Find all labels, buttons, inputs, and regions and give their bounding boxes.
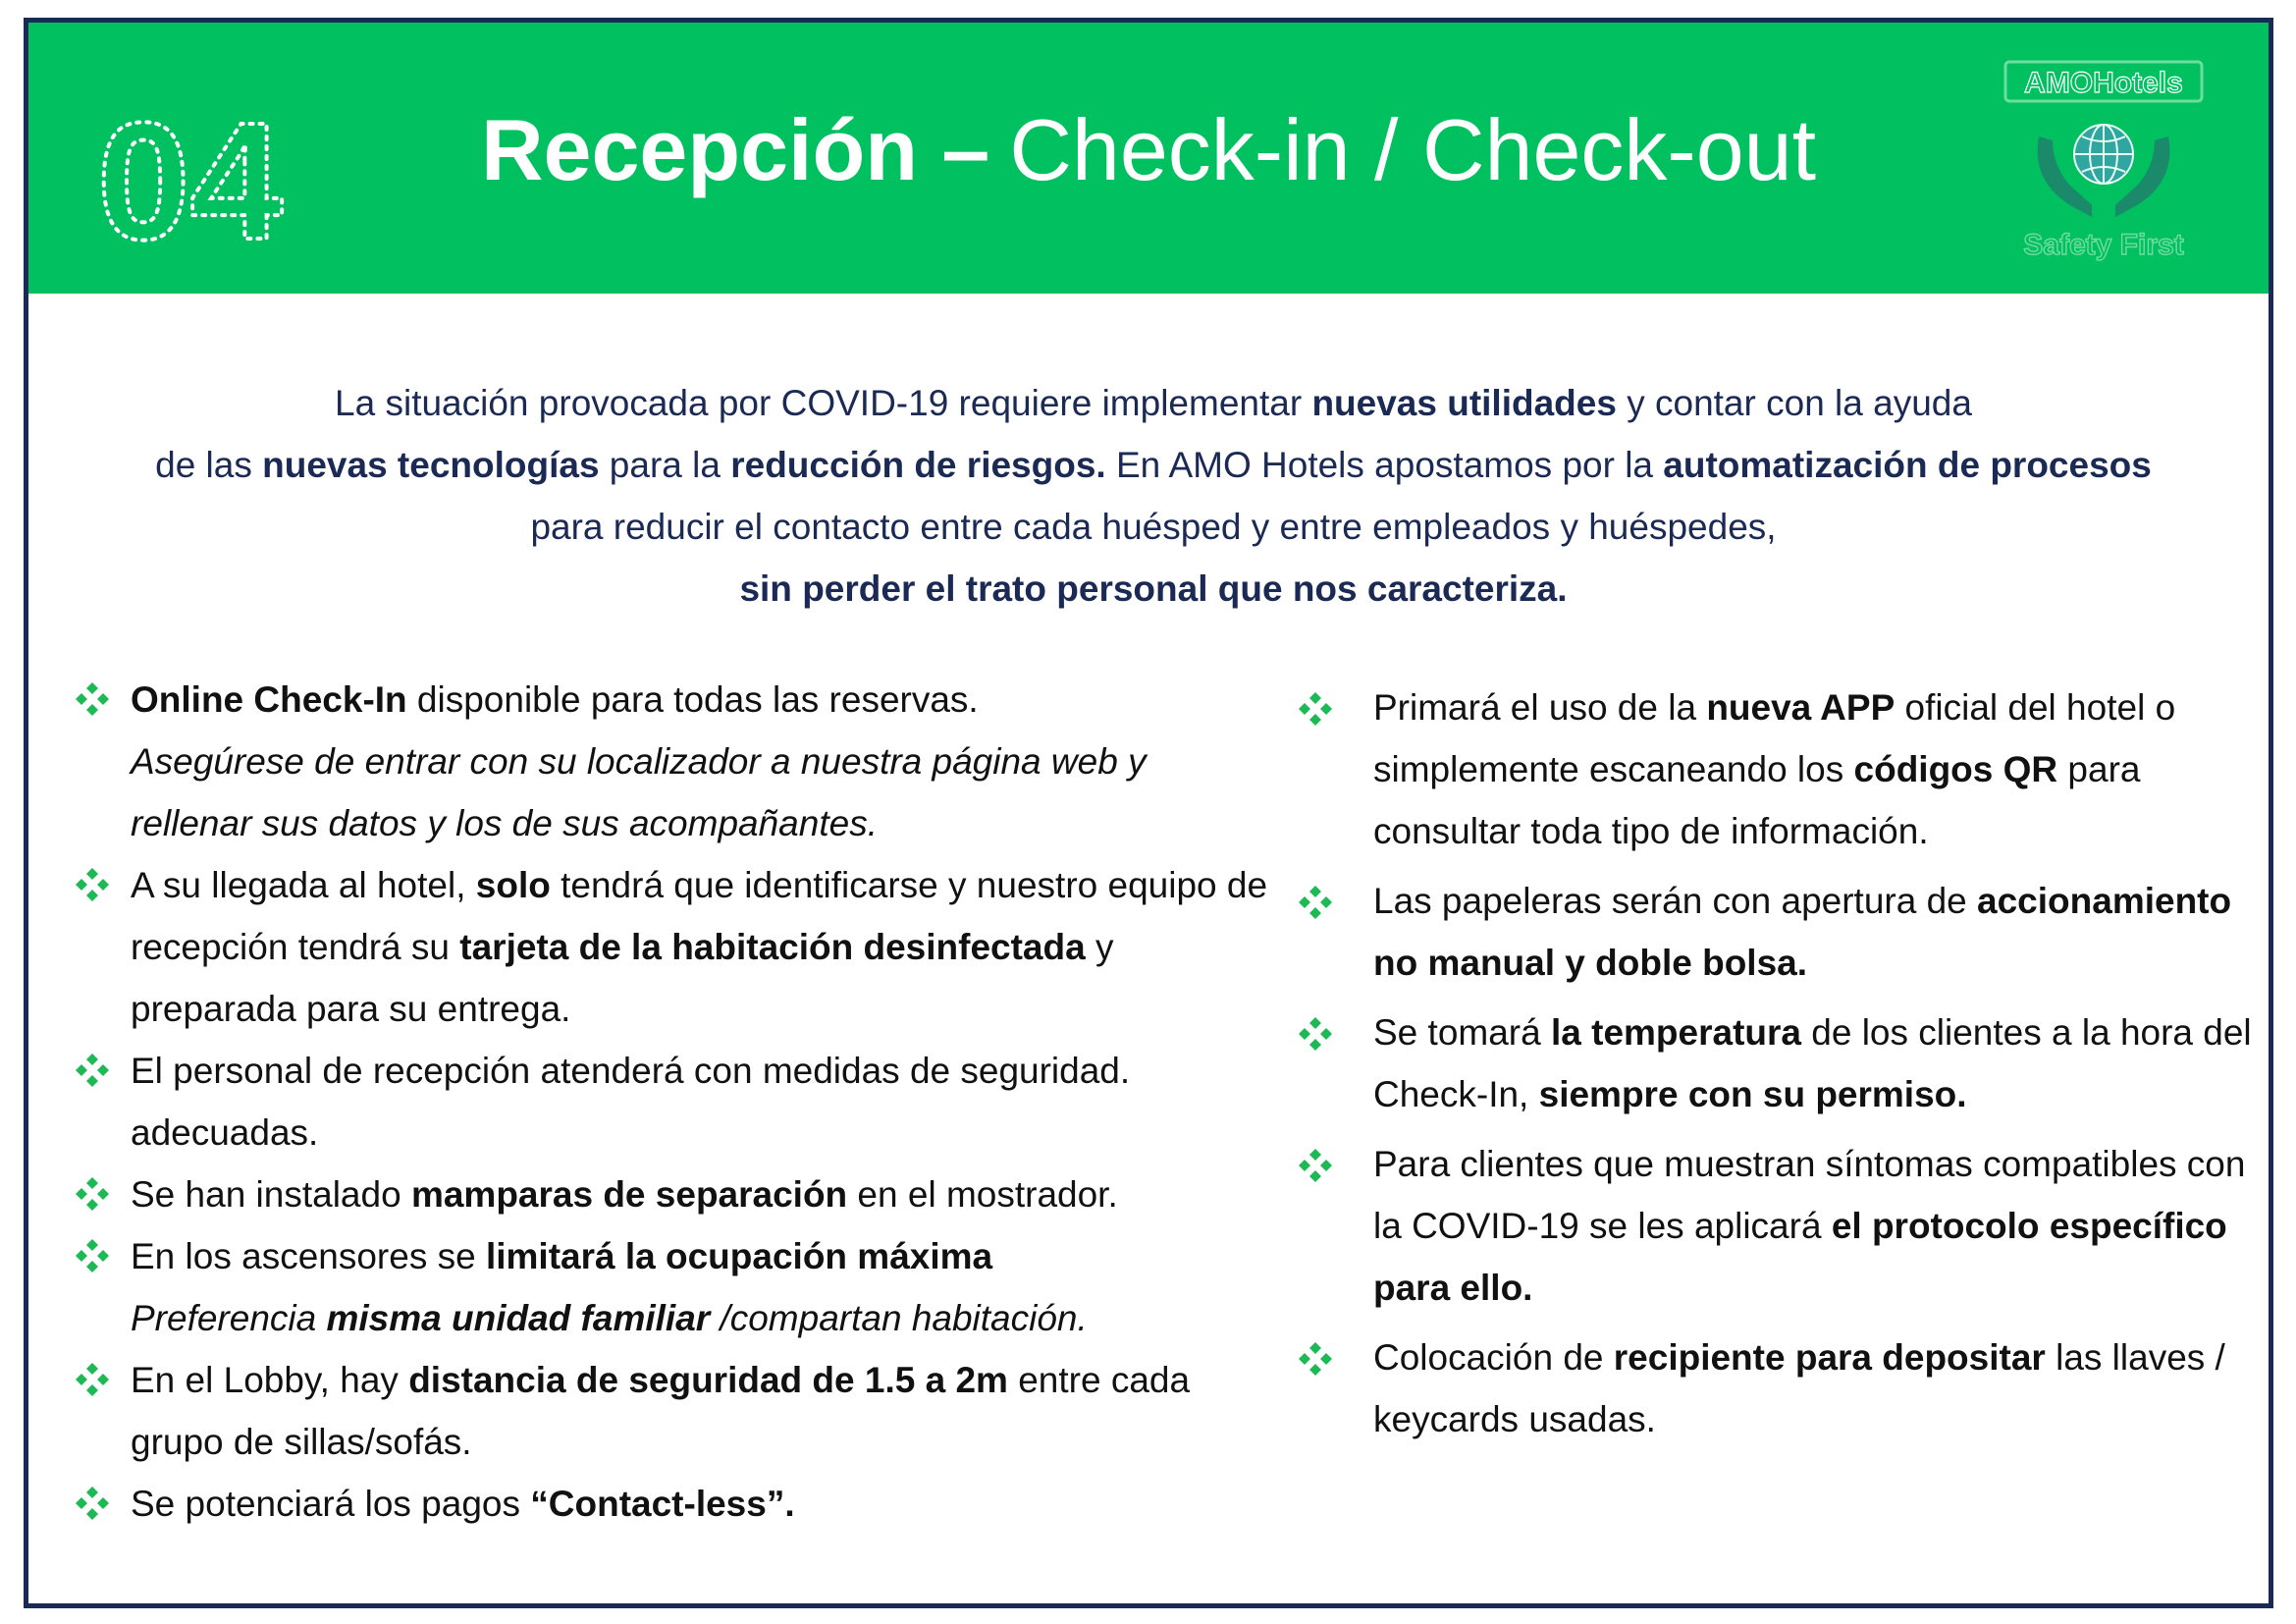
title-bold: Recepción – bbox=[480, 101, 990, 198]
list-item-arrival: A su llegada al hotel, solo tendrá que identificarse y nuestro equipo de recepción tendrá su tarjeta de la habitación desinfectada y preparada para su entrega. bbox=[72, 854, 1269, 1040]
intro-text bbox=[68, 372, 2239, 620]
list-item-app-qr: Primará el uso de la nueva APP oficial del hotel o simplemente escaneando los códigos QR para consultar toda tipo de información. bbox=[1295, 677, 2273, 862]
list-item-symptoms-protocol: Para clientes que muestran síntomas compatibles con la COVID-19 se les aplicará el protocolo específico para ello. bbox=[1295, 1133, 2273, 1319]
diamond-bullet-icon bbox=[76, 1239, 109, 1272]
globe-in-hands-icon bbox=[2038, 125, 2170, 217]
list-item-elevators: En los ascensores se limitará la ocupación máxima Preferencia misma unidad familiar /compartan habitación. bbox=[72, 1225, 1269, 1349]
right-column bbox=[1295, 677, 2273, 1458]
list-item-staff-safety: El personal de recepción atenderá con medidas de seguridad. adecuadas. bbox=[72, 1040, 1269, 1164]
left-column bbox=[72, 669, 1269, 1535]
diamond-bullet-icon bbox=[76, 682, 109, 716]
list-item-screens: Se han instalado mamparas de separación en el mostrador. bbox=[72, 1164, 1269, 1225]
header-banner bbox=[28, 23, 2269, 294]
diamond-bullet-icon bbox=[76, 1487, 109, 1520]
section-number-text: 04 bbox=[97, 91, 284, 258]
intro-line-3: para reducir el contacto entre cada huésped y entre empleados y huéspedes, bbox=[530, 507, 1777, 547]
title-light: Check-in / Check-out bbox=[1009, 101, 1817, 198]
list-item-contactless: Se potenciará los pagos “Contact-less”. bbox=[72, 1473, 1269, 1535]
diamond-bullet-icon bbox=[76, 1363, 109, 1396]
list-item-bins: Las papeleras serán con apertura de accionamiento no manual y doble bolsa. bbox=[1295, 870, 2273, 994]
intro-line-4: sin perder el trato personal que nos caracteriza. bbox=[739, 568, 1568, 609]
list-item-keycards: Colocación de recipiente para depositar las llaves / keycards usadas. bbox=[1295, 1326, 2273, 1450]
intro-line-1: La situación provocada por COVID-19 requiere implementar nuevas utilidades y contar con la ayuda bbox=[335, 383, 1972, 423]
list-item-temperature: Se tomará la temperatura de los clientes a la hora del Check-In, siempre con su permiso. bbox=[1295, 1001, 2273, 1125]
logo-tagline: Safety First bbox=[2023, 229, 2184, 261]
diamond-bullet-icon bbox=[76, 1054, 109, 1087]
diamond-bullet-icon bbox=[1299, 1149, 1332, 1182]
amo-hotels-logo bbox=[2002, 58, 2227, 274]
logo-brand: AMOHotels bbox=[2024, 67, 2183, 99]
diamond-bullet-icon bbox=[76, 1177, 109, 1211]
intro-line-2: de las nuevas tecnologías para la reducción de riesgos. En AMO Hotels apostamos por la automatización de procesos bbox=[155, 445, 2152, 485]
page-frame bbox=[24, 18, 2273, 1608]
diamond-bullet-icon bbox=[1299, 692, 1332, 726]
list-item-online-checkin: Online Check-In disponible para todas las reservas. Asegúrese de entrar con su localizador a nuestra página web y rellenar sus datos y los de sus acompañantes. bbox=[72, 669, 1269, 854]
diamond-bullet-icon bbox=[1299, 1017, 1332, 1051]
page-title bbox=[28, 23, 2269, 294]
list-item-lobby-distance: En el Lobby, hay distancia de seguridad de 1.5 a 2m entre cada grupo de sillas/sofás. bbox=[72, 1349, 1269, 1473]
diamond-bullet-icon bbox=[1299, 1342, 1332, 1376]
diamond-bullet-icon bbox=[76, 868, 109, 901]
diamond-bullet-icon bbox=[1299, 886, 1332, 919]
